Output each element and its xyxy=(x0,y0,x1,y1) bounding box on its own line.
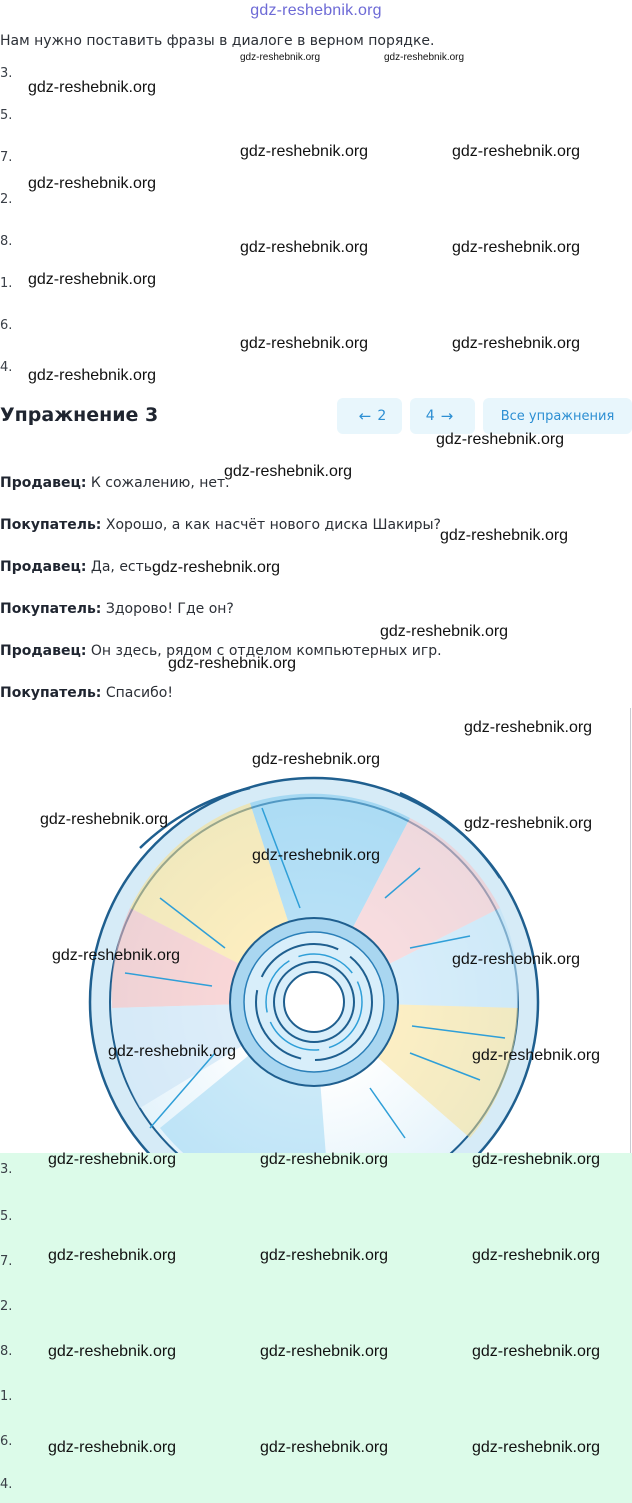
line-text: Хорошо, а как насчёт нового диска Шакиры? xyxy=(101,517,441,533)
watermark: gdz-reshebnik.org xyxy=(380,623,509,640)
watermark: gdz-reshebnik.org xyxy=(40,811,169,828)
watermark: gdz-reshebnik.org xyxy=(52,947,181,964)
watermark: gdz-reshebnik.org xyxy=(48,1151,177,1168)
dialogue-line xyxy=(0,685,173,701)
speaker: Покупатель: xyxy=(0,601,102,617)
answer-number: 4. xyxy=(0,1477,13,1492)
speaker: Продавец: xyxy=(0,559,87,575)
cd-disc-illustration xyxy=(0,708,632,1153)
watermark: gdz-reshebnik.org xyxy=(168,655,297,672)
watermark: gdz-reshebnik.org xyxy=(240,239,369,256)
order-number: 6. xyxy=(0,318,13,333)
watermark: gdz-reshebnik.org xyxy=(252,847,381,864)
watermark: gdz-reshebnik.org xyxy=(28,79,157,96)
watermark: gdz-reshebnik.org xyxy=(472,1047,601,1064)
answer-number: 6. xyxy=(0,1434,13,1449)
site-title[interactable]: gdz-reshebnik.org xyxy=(250,2,382,19)
watermark: gdz-reshebnik.org xyxy=(108,1043,237,1060)
watermark: gdz-reshebnik.org xyxy=(384,52,465,63)
watermark: gdz-reshebnik.org xyxy=(48,1247,177,1264)
dialogue-line xyxy=(0,559,157,575)
dialogue-line xyxy=(0,475,230,491)
answer-number: 2. xyxy=(0,1299,13,1314)
arrow-left-icon: ← xyxy=(358,407,372,425)
next-exercise-button[interactable] xyxy=(410,398,475,434)
order-number: 5. xyxy=(0,108,13,123)
watermark: gdz-reshebnik.org xyxy=(48,1439,177,1456)
task-intro: Нам нужно поставить фразы в диалоге в верном порядке. xyxy=(0,33,435,49)
watermark: gdz-reshebnik.org xyxy=(224,463,353,480)
next-exercise-label: 4 xyxy=(425,408,435,424)
exercise-heading: Упражнение 3 xyxy=(0,404,159,426)
dialogue-line xyxy=(0,601,234,617)
watermark: gdz-reshebnik.org xyxy=(472,1151,601,1168)
watermark: gdz-reshebnik.org xyxy=(452,143,581,160)
watermark: gdz-reshebnik.org xyxy=(260,1247,389,1264)
all-exercises-button[interactable]: Все упражнения xyxy=(483,398,632,434)
watermark: gdz-reshebnik.org xyxy=(464,815,593,832)
answer-number: 3. xyxy=(0,1162,13,1177)
order-number: 2. xyxy=(0,192,13,207)
watermark: gdz-reshebnik.org xyxy=(464,719,593,736)
speaker: Продавец: xyxy=(0,475,87,491)
answer-number: 1. xyxy=(0,1389,13,1404)
speaker: Покупатель: xyxy=(0,517,102,533)
prev-exercise-button[interactable] xyxy=(337,398,402,434)
watermark: gdz-reshebnik.org xyxy=(240,52,321,63)
order-number: 7. xyxy=(0,150,13,165)
watermark: gdz-reshebnik.org xyxy=(260,1151,389,1168)
watermark: gdz-reshebnik.org xyxy=(452,951,581,968)
watermark: gdz-reshebnik.org xyxy=(260,1439,389,1456)
watermark: gdz-reshebnik.org xyxy=(240,143,369,160)
speaker: Продавец: xyxy=(0,643,87,659)
watermark: gdz-reshebnik.org xyxy=(48,1343,177,1360)
answer-number: 7. xyxy=(0,1254,13,1269)
order-number: 8. xyxy=(0,234,13,249)
watermark: gdz-reshebnik.org xyxy=(240,335,369,352)
dialogue-line xyxy=(0,517,441,533)
watermark: gdz-reshebnik.org xyxy=(452,239,581,256)
watermark: gdz-reshebnik.org xyxy=(252,751,381,768)
line-text: Да, есть. xyxy=(86,559,157,575)
line-text: Он здесь, рядом с отделом компьютерных игр. xyxy=(86,643,442,659)
watermark: gdz-reshebnik.org xyxy=(260,1343,389,1360)
watermark: gdz-reshebnik.org xyxy=(28,367,157,384)
watermark: gdz-reshebnik.org xyxy=(452,335,581,352)
watermark: gdz-reshebnik.org xyxy=(28,175,157,192)
order-number: 1. xyxy=(0,276,13,291)
watermark: gdz-reshebnik.org xyxy=(472,1439,601,1456)
speaker: Покупатель: xyxy=(0,685,102,701)
answer-number: 5. xyxy=(0,1209,13,1224)
prev-exercise-label: 2 xyxy=(377,408,387,424)
watermark: gdz-reshebnik.org xyxy=(28,271,157,288)
line-text: К сожалению, нет. xyxy=(86,475,230,491)
watermark: gdz-reshebnik.org xyxy=(440,527,569,544)
line-text: Здорово! Где он? xyxy=(101,601,234,617)
line-text: Спасибо! xyxy=(101,685,173,701)
watermark: gdz-reshebnik.org xyxy=(436,431,565,448)
watermark: gdz-reshebnik.org xyxy=(472,1247,601,1264)
watermark: gdz-reshebnik.org xyxy=(152,559,281,576)
arrow-right-icon: → xyxy=(440,407,454,425)
order-number: 4. xyxy=(0,360,13,375)
watermark: gdz-reshebnik.org xyxy=(472,1343,601,1360)
order-number: 3. xyxy=(0,66,13,81)
answer-number: 8. xyxy=(0,1344,13,1359)
